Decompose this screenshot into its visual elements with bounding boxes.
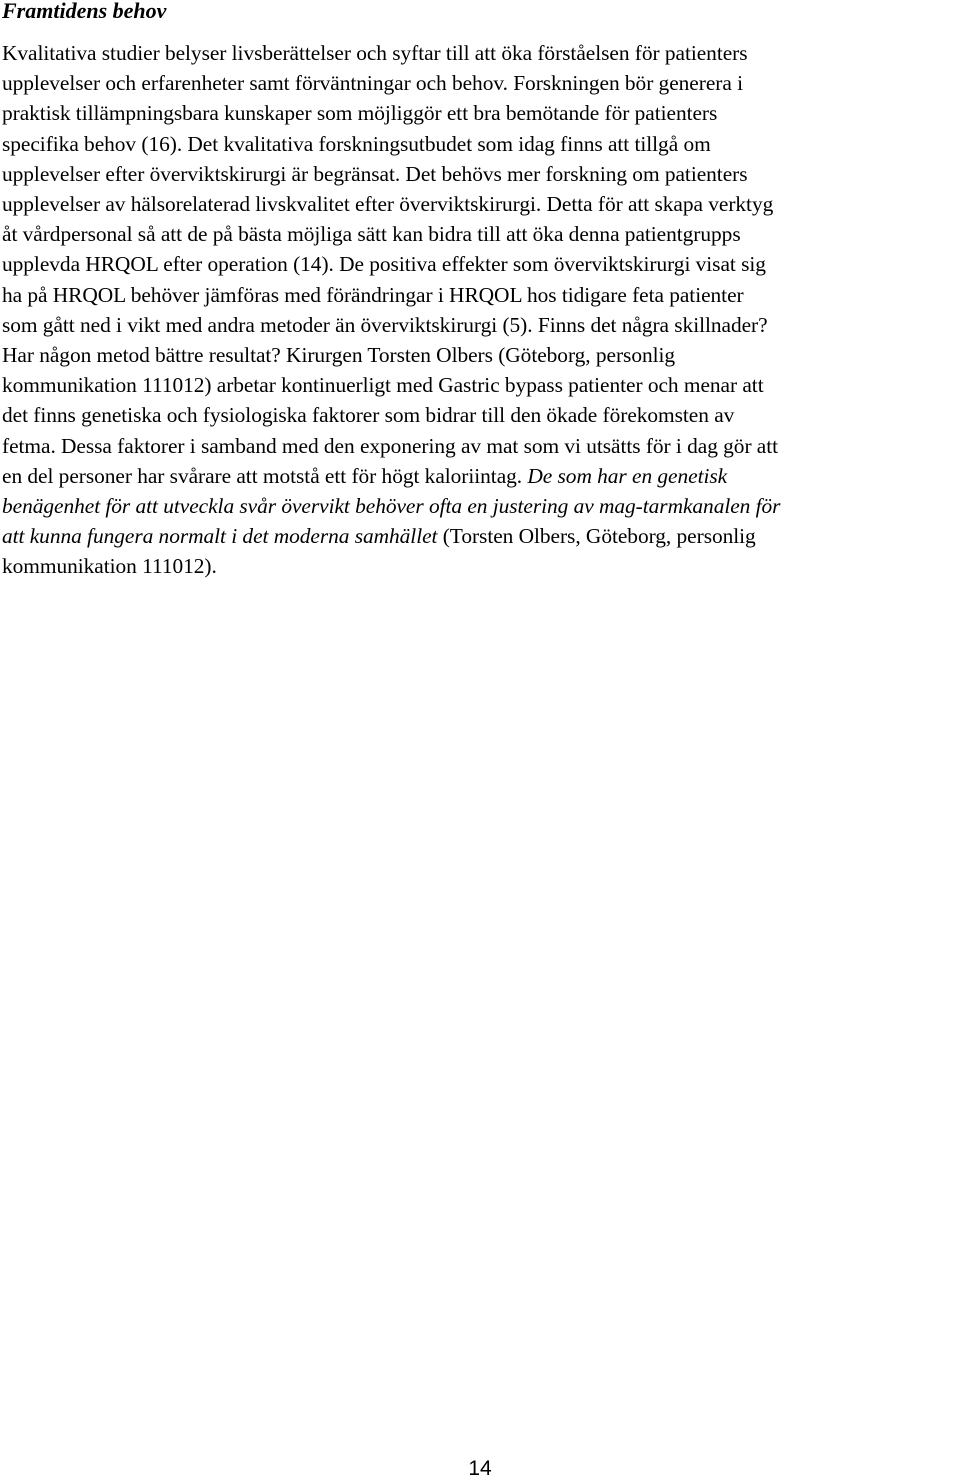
text-run: en del personer har svårare att motstå ett för högt kaloriintag.	[2, 463, 528, 488]
section-heading: Framtidens behov	[2, 0, 167, 23]
text-line	[2, 491, 956, 521]
text-line	[2, 521, 956, 551]
text-run: upplevelser och erfarenheter samt förväntningar och behov. Forskningen bör generera i	[2, 71, 743, 96]
text-run: kommunikation 111012).	[2, 554, 217, 579]
text-line	[2, 159, 956, 189]
text-run: Har någon metod bättre resultat? Kirurgen Torsten Olbers (Göteborg, personlig	[2, 343, 676, 368]
text-line	[2, 400, 956, 430]
text-line	[2, 370, 956, 400]
text-run: upplevda HRQOL efter operation (14). De positiva effekter som överviktskirurgi visat sig	[2, 252, 766, 277]
text-run: Kvalitativa studier belyser livsberättelser och syftar till att öka förståelsen för patienters	[2, 41, 748, 65]
text-line	[2, 189, 956, 219]
quote-text: benägenhet för att utveckla svår övervikt behöver ofta en justering av mag-tarmkanalen för	[2, 494, 781, 519]
text-line	[2, 38, 956, 68]
text-run: (Torsten Olbers, Göteborg, personlig	[437, 524, 756, 549]
text-run: praktisk tillämpningsbara kunskaper som möjliggör ett bra bemötande för patienters	[2, 101, 718, 126]
body-paragraph	[2, 38, 956, 582]
text-line	[2, 340, 956, 370]
text-run: fetma. Dessa faktorer i samband med den exponering av mat som vi utsätts för i dag gör att	[2, 433, 779, 458]
quote-text: att kunna fungera normalt i det moderna samhället	[2, 524, 438, 549]
text-line	[2, 551, 956, 581]
text-line	[2, 219, 956, 249]
text-run: som gått ned i vikt med andra metoder än överviktskirurgi (5). Finns det några skillnader?	[2, 312, 768, 337]
page-number: 14	[468, 1457, 492, 1480]
text-run: det finns genetiska och fysiologiska faktorer som bidrar till den ökade förekomsten av	[2, 403, 735, 428]
text-line	[2, 68, 956, 98]
text-line	[2, 98, 956, 128]
text-run: kommunikation 111012) arbetar kontinuerligt med Gastric bypass patienter och menar att	[2, 373, 764, 398]
text-line	[2, 431, 956, 461]
quote-text: De som har en genetisk	[527, 463, 728, 488]
text-run: upplevelser av hälsorelaterad livskvalitet efter överviktskirurgi. Detta för att skapa verktyg	[2, 192, 774, 217]
text-run: specifika behov (16). Det kvalitativa forskningsutbudet som idag finns att tillgå om	[2, 131, 711, 156]
text-line	[2, 461, 956, 491]
text-line	[2, 310, 956, 340]
text-run: upplevelser efter överviktskirurgi är begränsat. Det behövs mer forskning om patienters	[2, 161, 748, 186]
text-run: ha på HRQOL behöver jämföras med förändringar i HRQOL hos tidigare feta patienter	[2, 282, 744, 307]
text-line	[2, 129, 956, 159]
text-run: åt vårdpersonal så att de på bästa möjliga sätt kan bidra till att öka denna patientgrupps	[2, 222, 741, 247]
text-line	[2, 280, 956, 310]
text-line	[2, 249, 956, 279]
